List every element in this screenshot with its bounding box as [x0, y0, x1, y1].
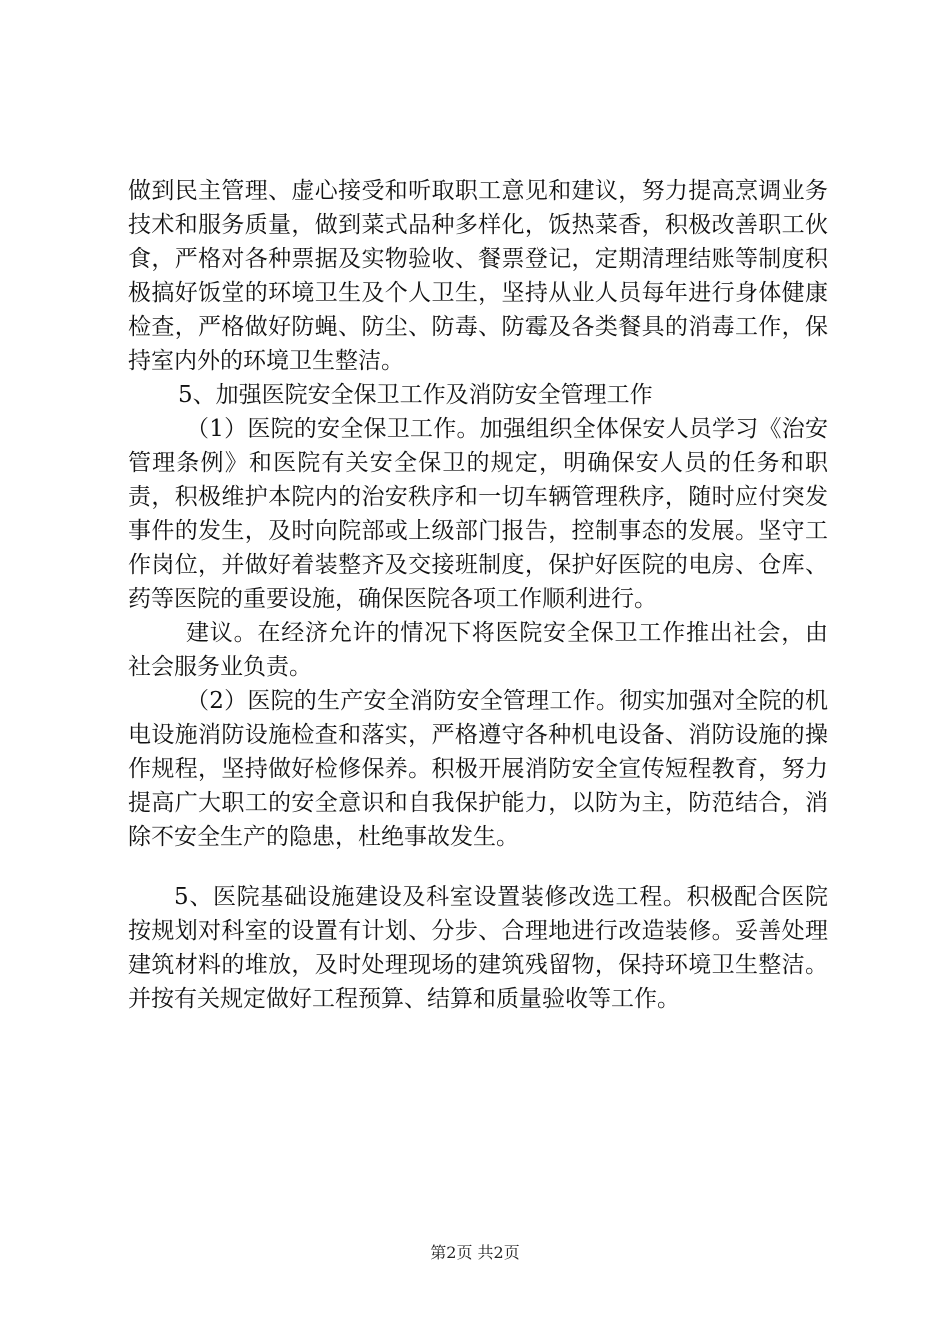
- paragraph-canteen-management: 做到民主管理、虚心接受和听取职工意见和建议，努力提高烹调业务技术和服务质量，做到菜式品种多样化，饭热菜香，积极改善职工伙食，严格对各种票据及实物验收、餐票登记，定期清理结账等制度积极搞好饭堂的环境卫生及个人卫生，坚持从业人员每年进行身体健康检查，严格做好防蝇、防尘、防毒、防霉及各类餐具的消毒工作，保持室内外的环境卫生整洁。: [128, 178, 828, 374]
- document-body: [128, 174, 828, 1016]
- paragraph-suggestion: 建议。在经济允许的情况下将医院安全保卫工作推出社会，由社会服务业负责。: [128, 620, 828, 680]
- paragraph-security-work: （1）医院的安全保卫工作。加强组织全体保安人员学习《治安管理条例》和医院有关安全保卫的规定，明确保安人员的任务和职责，积极维护本院内的治安秩序和一切车辆管理秩序，随时应付突发事件的发生，及时向院部或上级部门报告，控制事态的发展。坚守工作岗位，并做好着装整齐及交接班制度，保护好医院的电房、仓库、药等医院的重要设施，确保医院各项工作顺利进行。: [128, 416, 828, 612]
- paragraph-spacer: [128, 854, 828, 880]
- page-footer: 第2页 共2页: [430, 1243, 520, 1262]
- paragraph-fire-safety: （2）医院的生产安全消防安全管理工作。彻实加强对全院的机电设施消防设施检查和落实，严格遵守各种机电设备、消防设施的操作规程，坚持做好检修保养。积极开展消防安全宣传短程教育，努力提高广大职工的安全意识和自我保护能力，以防为主，防范结合，消除不安全生产的隐患，杜绝事故发生。: [128, 688, 828, 850]
- paragraph-infrastructure: 5、医院基础设施建设及科室设置装修改选工程。积极配合医院按规划对科室的设置有计划、分步、合理地进行改造装修。妥善处理建筑材料的堆放，及时处理现场的建筑残留物，保持环境卫生整洁。并按有关规定做好工程预算、结算和质量验收等工作。: [128, 884, 828, 1012]
- section-heading-security: 5、加强医院安全保卫工作及消防安全管理工作: [178, 382, 653, 408]
